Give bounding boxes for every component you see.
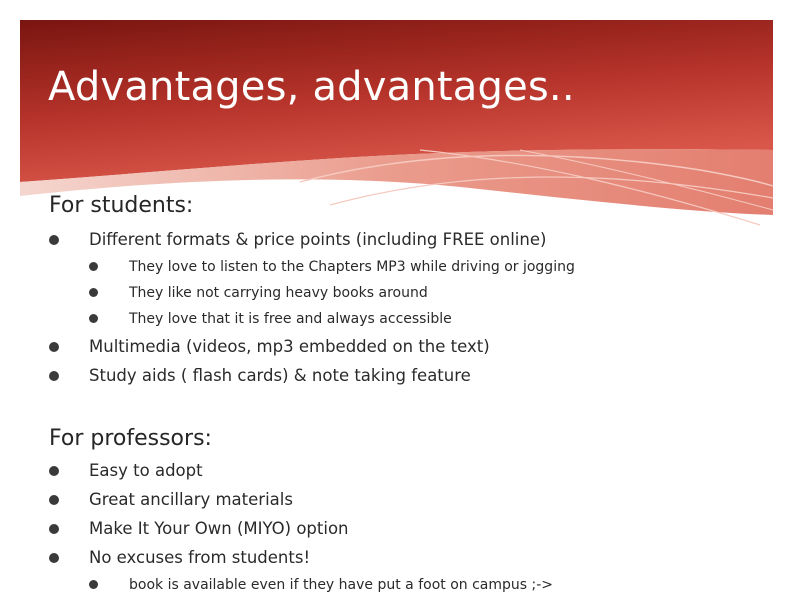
bullet-dot-icon — [49, 495, 59, 505]
students-heading: For students: — [49, 193, 194, 218]
slide-title: Advantages, advantages.. — [48, 64, 575, 110]
list-item-text: Easy to adopt — [89, 461, 203, 480]
bullet-dot-icon — [49, 524, 59, 534]
list-item-text: Different formats & price points (including FREE online) — [89, 230, 547, 249]
list-item-text: book is available even if they have put a foot on campus ;-> — [129, 577, 553, 593]
list-item-text: Great ancillary materials — [89, 490, 293, 509]
bullet-dot-icon — [89, 288, 98, 297]
professors-heading: For professors: — [49, 426, 212, 451]
students-list — [49, 230, 546, 259]
list-item — [49, 519, 349, 548]
bullet-dot-icon — [49, 466, 59, 476]
list-item — [49, 230, 546, 259]
list-item-text: Multimedia (videos, mp3 embedded on the text) — [89, 337, 490, 356]
list-item-text: No excuses from students! — [89, 548, 311, 567]
bullet-dot-icon — [89, 262, 98, 271]
list-item-text: They like not carrying heavy books around — [129, 285, 428, 301]
list-item — [89, 258, 575, 284]
list-item — [49, 461, 349, 490]
bullet-dot-icon — [49, 553, 59, 563]
list-item — [89, 576, 553, 602]
students-sublist — [89, 258, 575, 336]
list-item-text: Study aids ( flash cards) & note taking feature — [89, 366, 471, 385]
list-item — [89, 284, 575, 310]
list-item — [49, 337, 490, 366]
list-item — [49, 366, 490, 395]
bullet-dot-icon — [89, 314, 98, 323]
list-item — [49, 548, 349, 577]
list-item — [89, 310, 575, 336]
list-item-text: They love that it is free and always accessible — [129, 311, 452, 327]
bullet-dot-icon — [49, 342, 59, 352]
bullet-dot-icon — [49, 235, 59, 245]
list-item-text: Make It Your Own (MIYO) option — [89, 519, 349, 538]
professors-list — [49, 461, 349, 577]
bullet-dot-icon — [89, 580, 98, 589]
list-item — [49, 490, 349, 519]
professors-sublist — [89, 576, 553, 602]
list-item-text: They love to listen to the Chapters MP3 while driving or jogging — [129, 259, 575, 275]
students-list-continued — [49, 337, 490, 395]
bullet-dot-icon — [49, 371, 59, 381]
